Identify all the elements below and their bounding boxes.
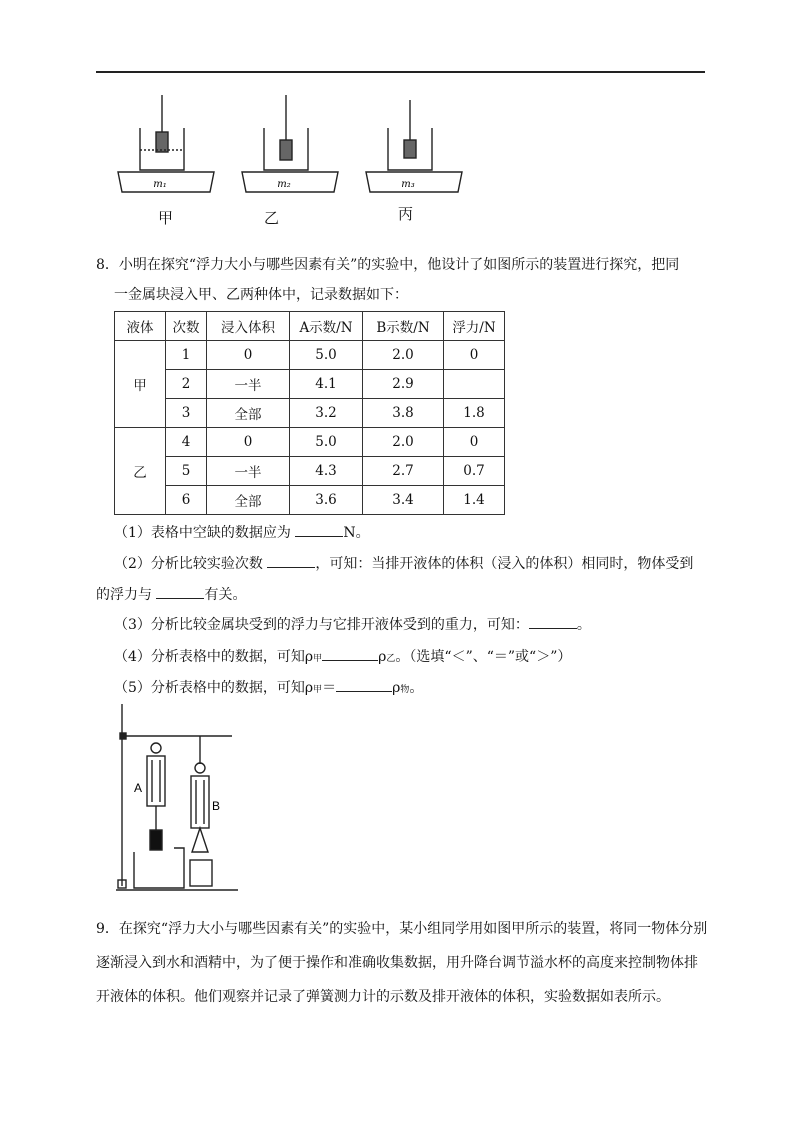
- table-row: [115, 457, 505, 486]
- table-cell: 2.0: [363, 341, 444, 370]
- answer-blank[interactable]: [336, 677, 392, 692]
- table-row: [115, 341, 505, 370]
- answer-blank[interactable]: [295, 522, 343, 537]
- table-row: [115, 486, 505, 515]
- table-cell: 5.0: [290, 428, 363, 457]
- liquid-cell: 乙: [115, 428, 166, 515]
- scale-label-3: m₃: [401, 179, 415, 190]
- equals-sign: ＝: [322, 680, 337, 696]
- scale-label-1: m₁: [153, 179, 167, 190]
- answer-blank[interactable]: [322, 646, 378, 661]
- q8-sub5-text: （5）分析表格中的数据，可知ρ: [114, 680, 314, 696]
- table-cell: 3: [166, 399, 207, 428]
- table-row: [115, 370, 505, 399]
- q8-sub2-text-b: ，可知：当排开液体的体积（浸入的体积）相同时，物体受到: [315, 556, 694, 572]
- answer-blank[interactable]: [267, 553, 315, 568]
- table-cell: 2.9: [363, 370, 444, 399]
- table-cell: 1.8: [444, 399, 505, 428]
- table-cell: 0: [444, 428, 505, 457]
- q8-sub3-end: 。: [576, 617, 591, 633]
- table-cell: 一半: [207, 457, 290, 486]
- q8-sub4-text: （4）分析表格中的数据，可知ρ: [114, 649, 314, 665]
- table-cell: 1: [166, 341, 207, 370]
- table-header-row: [115, 312, 505, 341]
- table-cell: 6: [166, 486, 207, 515]
- table-cell: 2: [166, 370, 207, 399]
- figure-label-bing: 丙: [398, 205, 414, 223]
- table-header: 浮力/N: [444, 312, 505, 341]
- table-cell: 4.1: [290, 370, 363, 399]
- q8-sub3: [114, 614, 591, 634]
- q8-sub5: （5）分析表格中的数据，可知ρ甲＝ ρ物。: [114, 677, 423, 697]
- q8-intro-line1: 8．小明在探究“浮力大小与哪些因素有关”的实验中，他设计了如图所示的装置进行探究，把同: [96, 257, 680, 273]
- scale-label-b: B: [212, 799, 221, 813]
- table-header: A示数/N: [290, 312, 363, 341]
- table-cell: 3.6: [290, 486, 363, 515]
- table-cell: 0.7: [444, 457, 505, 486]
- table-header: 次数: [166, 312, 207, 341]
- table-cell: 3.2: [290, 399, 363, 428]
- q8-sub2-line2: [96, 584, 246, 604]
- table-header: 浸入体积: [207, 312, 290, 341]
- q8-sub1-unit: N。: [343, 525, 370, 541]
- scale-label-2: m₂: [277, 179, 291, 190]
- subscript: 乙: [386, 654, 396, 664]
- figure-label-yi: 乙: [264, 209, 280, 227]
- table-cell: 2.7: [363, 457, 444, 486]
- q8-sub2-text-d: 有关。: [204, 587, 247, 603]
- table-cell: 4: [166, 428, 207, 457]
- q8-sub1-text: （1）表格中空缺的数据应为: [114, 525, 291, 541]
- q8-sub2-text-c: 的浮力与: [96, 587, 152, 603]
- table-cell: 全部: [207, 399, 290, 428]
- q8-sub4: （4）分析表格中的数据，可知ρ甲 ρ乙。（选填“＜”、“＝”或“＞”）: [114, 646, 571, 666]
- figure-label-jia: 甲: [158, 209, 174, 227]
- table-row: [115, 428, 505, 457]
- table-cell: 0: [207, 341, 290, 370]
- subscript: 甲: [313, 685, 323, 695]
- table-cell: 全部: [207, 486, 290, 515]
- q8-sub2-text-a: （2）分析比较实验次数: [114, 556, 263, 572]
- liquid-cell: 甲: [115, 341, 166, 428]
- q8-sub3-text: （3）分析比较金属块受到的浮力与它排开液体受到的重力，可知：: [114, 617, 529, 633]
- table-row: [115, 399, 505, 428]
- table-cell: 0: [207, 428, 290, 457]
- table-cell-blank: [444, 370, 505, 399]
- table-cell: 一半: [207, 370, 290, 399]
- subscript: 甲: [313, 654, 323, 664]
- answer-blank[interactable]: [156, 584, 204, 599]
- table-cell: 2.0: [363, 428, 444, 457]
- table-cell: 1.4: [444, 486, 505, 515]
- table-header: 液体: [115, 312, 166, 341]
- table-cell: 3.4: [363, 486, 444, 515]
- q9-text: 9．在探究“浮力大小与哪些因素有关”的实验中，某小组同学用如图甲所示的装置，将同一物体分别逐渐浸入到水和酒精中，为了便于操作和准确收集数据，用升降台调节溢水杯的高度来控制物体排开液体的体积。他们观察并记录了弹簧测力计的示数及排开液体的体积，实验数据如表所示。: [96, 921, 708, 1005]
- q8-sub2-line1: [114, 553, 693, 573]
- table-cell: 0: [444, 341, 505, 370]
- answer-blank[interactable]: [529, 614, 577, 629]
- scale-label-a: A: [134, 781, 143, 795]
- table-cell: 4.3: [290, 457, 363, 486]
- spring-scale-apparatus-figure: [114, 700, 244, 900]
- table-cell: 5.0: [290, 341, 363, 370]
- q8-sub5-end: 。: [409, 680, 424, 696]
- table-cell: 5: [166, 457, 207, 486]
- q8-data-table: [114, 311, 505, 515]
- q8-intro-line2: 一金属块浸入甲、乙两种体中，记录数据如下：: [114, 287, 408, 303]
- table-header: B示数/N: [363, 312, 444, 341]
- q8-sub4-hint: 。（选填“＜”、“＝”或“＞”）: [395, 649, 572, 665]
- header-rule: [96, 71, 705, 73]
- table-cell: 3.8: [363, 399, 444, 428]
- q8-sub1: [114, 522, 370, 542]
- subscript: 物: [400, 685, 410, 695]
